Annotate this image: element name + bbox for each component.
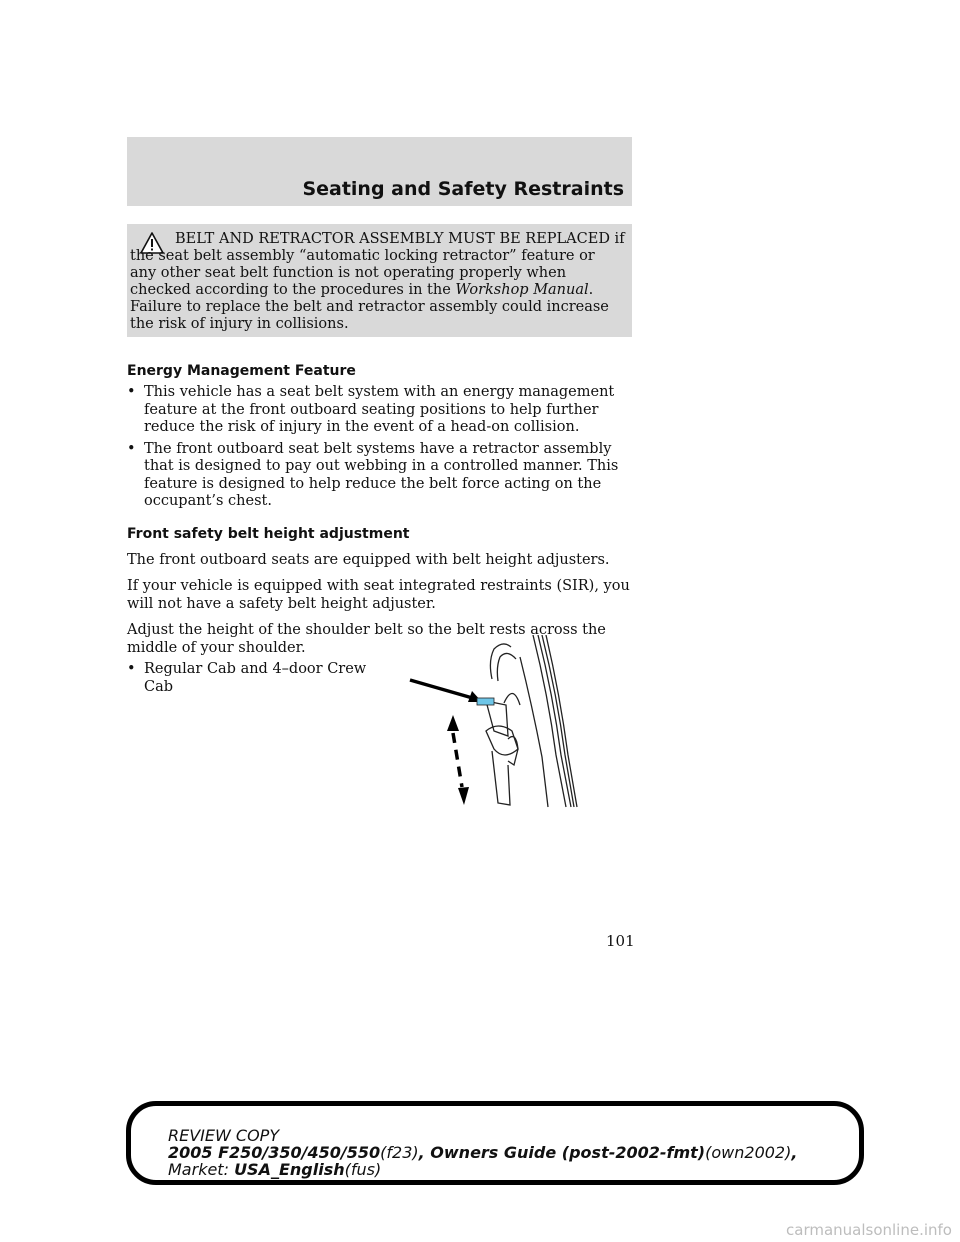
bullet-dot: •	[127, 384, 136, 400]
warning-text: BELT AND RETRACTOR ASSEMBLY MUST BE REPLACED if the seat belt assembly “automatic locking retractor” feature or any other seat belt function is not operating properly when checked according to the procedures in the Workshop Manual. Failure to replace the belt and retractor assembly could increase the risk of injury in collisions.	[130, 231, 625, 332]
page-number: 101	[606, 932, 635, 950]
bullet-dot: •	[127, 440, 136, 457]
review-line-3: Market: USA_English(fus)	[168, 1160, 382, 1179]
energy-heading: Energy Management Feature	[127, 363, 356, 379]
watermark: carmanualsonline.info	[786, 1221, 952, 1239]
paragraph: Adjust the height of the shoulder belt so the belt rests across the middle of your shoulder.	[127, 622, 606, 656]
review-lines	[168, 1127, 797, 1178]
list-item: • This vehicle has a seat belt system with an energy management feature at the front outboard seating positions to help further reduce the risk of injury in the event of a head-on collision.	[127, 384, 615, 435]
warning-box	[127, 224, 632, 337]
header-band	[127, 137, 632, 206]
paragraph: If your vehicle is equipped with seat integrated restraints (SIR), you will not have a safety belt height adjuster.	[127, 578, 630, 612]
review-line-1: REVIEW COPY	[168, 1126, 280, 1145]
list-item: • The front outboard seat belt systems have a retractor assembly that is designed to pay out webbing in a controlled manner. This feature is designed to help reduce the belt force acting on the occupant’s chest.	[127, 440, 619, 509]
bullet-dot: •	[127, 661, 136, 677]
review-line-2: 2005 F250/350/450/550(f23), Owners Guide (post-2002-fmt)(own2002),	[168, 1143, 798, 1162]
belt-height-adjuster-illustration	[408, 635, 583, 810]
list-item: • Regular Cab and 4–door Crew Cab	[127, 661, 367, 695]
review-copy-box	[126, 1101, 864, 1185]
paragraph: The front outboard seats are equipped with belt height adjusters.	[127, 551, 610, 568]
section-title: Seating and Safety Restraints	[302, 178, 624, 200]
height-heading: Front safety belt height adjustment	[127, 525, 410, 542]
